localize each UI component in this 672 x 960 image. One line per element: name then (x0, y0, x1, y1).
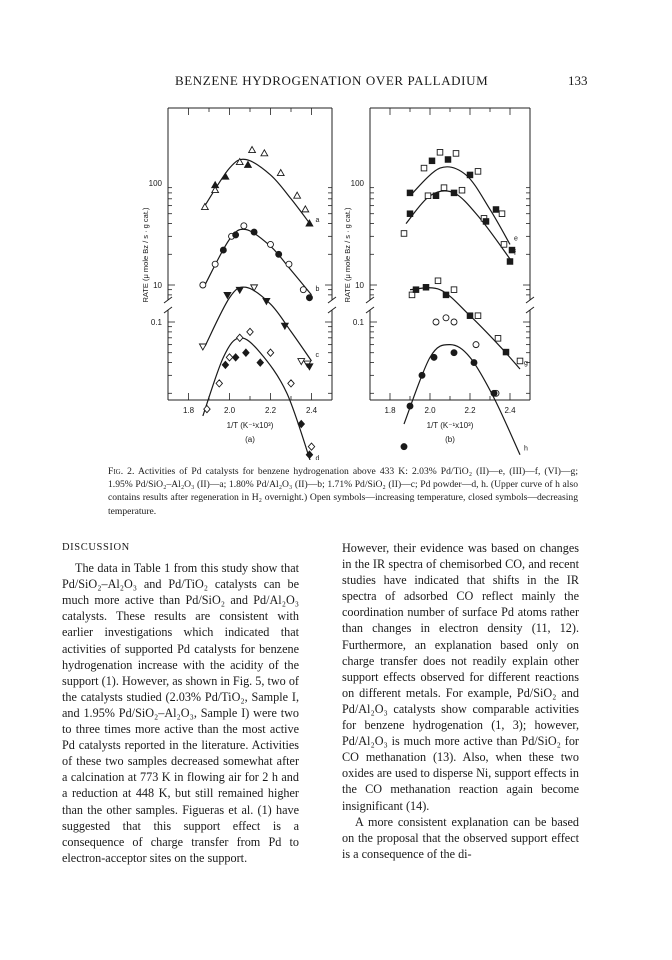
series-curve-g (410, 288, 520, 369)
data-point-a (202, 204, 209, 210)
data-point-e (493, 207, 499, 213)
data-point-b (233, 232, 239, 238)
data-point-e (407, 190, 413, 196)
data-point-a (261, 150, 268, 156)
series-curve-d (203, 338, 312, 460)
page-number: 133 (568, 73, 588, 88)
data-point-c (236, 287, 243, 293)
data-point-h (431, 354, 437, 360)
series-label-h: h (524, 445, 528, 453)
data-point-b (241, 223, 247, 229)
data-point-e (467, 172, 473, 178)
data-point-e (421, 165, 427, 171)
data-point-a (294, 192, 301, 198)
series-curve-b (205, 229, 312, 295)
y-tick-label: 10 (153, 281, 162, 290)
data-point-f (401, 231, 407, 237)
data-point-a (277, 170, 284, 176)
data-point-h (401, 444, 407, 450)
data-point-d (222, 361, 228, 368)
data-point-b (268, 241, 274, 247)
x-tick-label: 2.4 (504, 406, 516, 415)
data-point-a (302, 206, 309, 212)
x-tick-label: 1.8 (182, 406, 195, 415)
series-label-d: d (315, 455, 320, 460)
data-point-h (451, 319, 457, 325)
data-point-f (507, 259, 513, 265)
data-point-a (245, 161, 252, 167)
data-point-g (495, 336, 501, 342)
data-point-c (298, 359, 305, 365)
data-point-b (276, 251, 282, 257)
data-point-h (491, 390, 497, 396)
data-point-d (288, 380, 294, 387)
data-point-d (216, 380, 222, 387)
left-column (62, 540, 299, 866)
y-tick-label: 0.1 (352, 318, 364, 327)
data-point-f (407, 211, 413, 217)
data-point-f (501, 242, 507, 248)
data-point-g (443, 292, 449, 298)
caption-label: Fig. 2. (108, 466, 135, 477)
paragraph: However, their evidence was based on changes in the IR spectra of chemisorbed CO, and recent studies have indicated that shifts in the IR spectra of adsorbed CO reflect mainly the coordination number of surface Pd atoms rather than changes in electron density (11, 12). Furthermore, an explanation based only on charge transfer does not readily explain other support effects observed for different reactions on different metals. For example, Pd/SiO₂ and Pd/Al₂O₃ catalysts show comparable activities for benzene hydrogenation (1, 3); however, Pd/Al₂O₃ is much more active than Pd/SiO₂ for CO methanation (13). Also, when these two oxides are used to disperse Ni, support effects in the CO methanation reaction again become insignificant (14). (342, 541, 579, 813)
panel-b (343, 108, 534, 455)
data-point-b (251, 229, 257, 235)
running-title: BENZENE HYDROGENATION OVER PALLADIUM (175, 73, 489, 88)
y-tick-label: 10 (355, 281, 364, 290)
data-point-d (257, 359, 263, 366)
panel-a (141, 108, 336, 460)
x-axis-label: 1/T (K⁻¹x10³) (226, 421, 274, 430)
y-tick-label: 0.1 (150, 318, 162, 327)
data-point-h (471, 360, 477, 366)
data-point-f (433, 193, 439, 199)
series-curve-e (410, 167, 510, 245)
data-point-h (443, 315, 449, 321)
data-point-b (200, 282, 206, 288)
data-point-g (423, 284, 429, 290)
data-point-h (433, 319, 439, 325)
series-label-e: e (514, 235, 518, 243)
series-label-g: g (524, 360, 528, 368)
caption-text: Activities of Pd catalysts for benzene hydrogenation above 433 K: 2.03% Pd/TiO₂ (II)—e, (III)—f, (VI)—g; 1.95% Pd/SiO₂–Al₂O₃ (II)—a; 1.80% Pd/Al₂O₃ (II)—b; 1.71% Pd/SiO₂ (II)—c; Pd powder—d, h. (Upper curve of h also contains results after regeneration in H₂ overnight.) Open symbols—increasing temperature, closed symbols—decreasing temperature. (108, 466, 579, 517)
y-tick-label: 100 (350, 179, 364, 188)
figure-2 (0, 0, 672, 460)
data-point-e (453, 151, 459, 157)
data-point-b (286, 261, 292, 267)
data-point-d (237, 334, 243, 341)
data-point-b (306, 295, 312, 301)
data-point-d (308, 443, 314, 450)
data-point-a (249, 147, 256, 153)
data-point-b (300, 287, 306, 293)
data-point-e (437, 149, 443, 155)
x-tick-label: 2.0 (424, 406, 436, 415)
data-point-e (429, 158, 435, 164)
x-tick-label: 2.0 (223, 406, 236, 415)
data-point-g (475, 313, 481, 319)
data-point-c (263, 298, 270, 304)
data-point-d (243, 349, 249, 356)
x-tick-label: 1.8 (384, 406, 396, 415)
y-axis-label: RATE (μ mole Bz / s · g cat.) (343, 207, 352, 303)
figure-caption (108, 465, 578, 518)
data-point-h (473, 342, 479, 348)
data-point-f (425, 193, 431, 199)
data-point-g (451, 287, 457, 293)
data-point-g (467, 313, 473, 319)
data-point-c (199, 344, 206, 350)
paragraph: A more consistent explanation can be based on the proposal that the observed support effect is a consequence of the di- (342, 814, 579, 861)
data-point-e (499, 211, 505, 217)
data-point-d (226, 354, 232, 361)
x-axis-label: 1/T (K⁻¹x10³) (426, 421, 474, 430)
series-label-a: a (315, 216, 320, 224)
data-point-f (459, 187, 465, 193)
right-column (342, 540, 579, 862)
data-point-d (232, 354, 238, 361)
y-tick-label: 100 (148, 179, 162, 188)
panel-label: (a) (245, 435, 255, 444)
data-point-d (247, 328, 253, 335)
data-point-b (220, 247, 226, 253)
data-point-e (445, 157, 451, 163)
section-title: DISCUSSION (62, 542, 130, 553)
data-point-g (517, 358, 523, 364)
data-point-g (503, 349, 509, 355)
paragraph: The data in Table 1 from this study show that Pd/SiO₂–Al₂O₃ and Pd/TiO₂ catalysts can be much more active than Pd/SiO₂ and Pd/Al₂O₃ catalysts. These results are consistent with earlier investigations which indicated that activities of supported Pd catalysts for benzene hydrogenation increase with the acidity of the support (1). However, as shown in Fig. 5, two of the catalysts studied (2.03% Pd/TiO₂, Sample I, and 1.95% Pd/SiO₂–Al₂O₃, Sample I) were two to three times more active than the most active Pd catalysts reported in the literature. Activities of these two samples decreased somewhat after a calcination at 773 K in flowing air for 2 h and a reduction at 448 K, but still remained higher than the other samples. Figueras et al. (1) have suggested that this support effect is a consequence of charge transfer from Pd to electron-acceptor sites on the support. (62, 561, 299, 865)
series-label-f: f (514, 249, 516, 257)
data-point-h (407, 403, 413, 409)
data-point-d (267, 349, 273, 356)
data-point-e (475, 169, 481, 175)
x-tick-label: 2.2 (264, 406, 277, 415)
data-point-g (435, 278, 441, 284)
data-point-f (441, 185, 447, 191)
x-tick-label: 2.4 (305, 406, 318, 415)
series-curve-f (406, 191, 510, 259)
data-point-h (419, 372, 425, 378)
data-point-c (251, 285, 258, 291)
data-point-g (413, 287, 419, 293)
series-label-b: b (315, 285, 320, 293)
y-axis-label: RATE (μ mole Bz / s · g cat.) (141, 207, 150, 303)
data-point-g (409, 292, 415, 298)
data-point-b (212, 261, 218, 267)
data-point-f (483, 219, 489, 225)
series-label-c: c (315, 351, 319, 359)
data-point-h (451, 350, 457, 356)
panel-label: (b) (445, 435, 455, 444)
x-tick-label: 2.2 (464, 406, 476, 415)
data-point-f (451, 190, 457, 196)
series-curve-a (205, 159, 312, 226)
